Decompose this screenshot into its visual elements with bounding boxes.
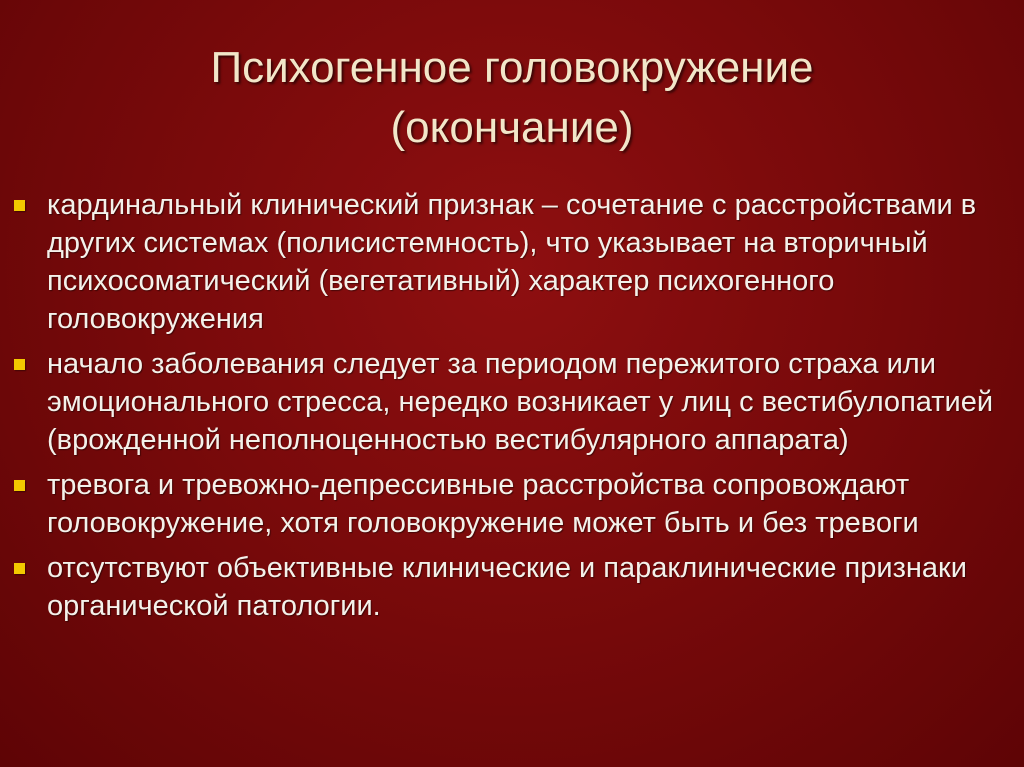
- slide-title: [0, 38, 1024, 158]
- bullet-item: [0, 186, 1024, 338]
- bullet-text: начало заболевания следует за периодом пережитого страха или эмоционального стресса, нередко возникает у лиц с вестибулопатией (врожденной неполноценностью вестибулярного аппарата): [47, 348, 994, 456]
- title-line-2: (окончание): [390, 103, 634, 152]
- square-bullet-icon: [14, 563, 25, 574]
- square-bullet-icon: [14, 480, 25, 491]
- bullet-item: [0, 345, 1024, 459]
- bullet-text: тревога и тревожно-депрессивные расстройства сопровождают головокружение, хотя головокружение может быть и без тревоги: [47, 469, 919, 539]
- bullet-text: кардинальный клинический признак – сочетание с расстройствами в других системах (полисистемность), что указывает на вторичный психосоматический (вегетативный) характер психогенного головокружения: [47, 189, 977, 335]
- bullet-list: [0, 186, 1024, 632]
- bullet-item: [0, 549, 1024, 625]
- square-bullet-icon: [14, 359, 25, 370]
- square-bullet-icon: [14, 200, 25, 211]
- bullet-text: отсутствуют объективные клинические и параклинические признаки органической патологии.: [47, 552, 967, 622]
- bullet-item: [0, 466, 1024, 542]
- title-line-1: Психогенное головокружение: [210, 43, 814, 92]
